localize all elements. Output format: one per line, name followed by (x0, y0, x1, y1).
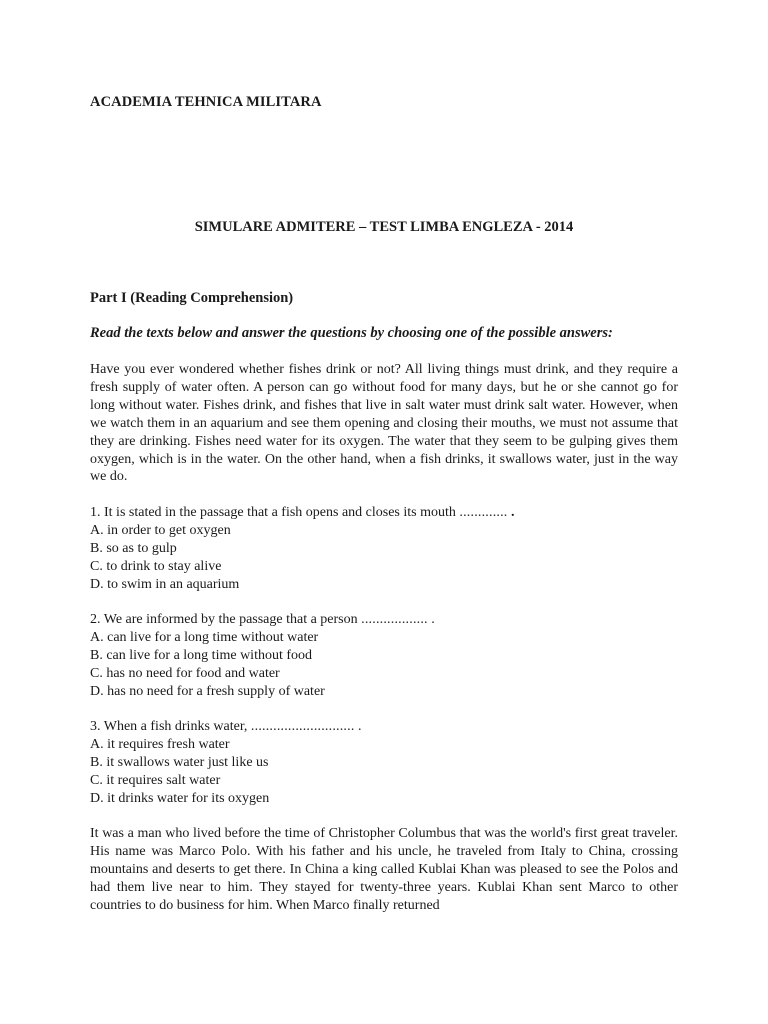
answer-option-a: A. can live for a long time without water (90, 629, 319, 645)
question-1 (90, 504, 690, 594)
question-end-mark: . (358, 719, 362, 734)
question-stem (90, 611, 690, 629)
answer-option-c: C. to drink to stay alive (90, 558, 222, 574)
reading-passage-marco-polo: It was a man who lived before the time of Christopher Columbus that was the world's first great traveler. His name was Marco Polo. With his father and his uncle, he traveled from Italy to China, crossing mountains and deserts to get there. In China a king called Kublai Khan was pleased to see the Polos and had them live near to him. They stayed for twenty-three years. Kublai Khan sent Marco to other countries to do business for him. When Marco finally returned (90, 826, 678, 913)
institution-name: ACADEMIA TEHNICA MILITARA (90, 94, 322, 110)
answer-option-b: B. so as to gulp (90, 540, 177, 556)
test-title: SIMULARE ADMITERE – TEST LIMBA ENGLEZA - 2014 (194, 219, 574, 235)
answer-option-a: A. in order to get oxygen (90, 522, 231, 538)
answer-blank: ............. (459, 505, 508, 520)
answer-blank: ............................ (250, 719, 355, 734)
answer-option-c: C. has no need for food and water (90, 665, 280, 681)
question-3 (90, 718, 690, 808)
answer-option-b: B. can live for a long time without food (90, 647, 313, 663)
part-heading: Part I (Reading Comprehension) (90, 290, 294, 306)
question-text: 1. It is stated in the passage that a fish opens and closes its mouth (90, 505, 456, 520)
reading-passage-fish: Have you ever wondered whether fishes drink or not? All living things must drink, and they require a fresh supply of water often. A person can go without food for many days, but he or she cannot go for long without water. Fishes drink, and fishes that live in salt water must drink salt water. However, when we watch them in an aquarium and see them opening and closing their mouths, we must not assume that they are drinking. Fishes need water for its oxygen. The water that they seem to be gulping gives them oxygen, which is in the water. On the other hand, when a fish drinks, it swallows water, just in the way we do. (90, 362, 678, 485)
question-text: 2. We are informed by the passage that a person (90, 612, 358, 627)
answer-option-b: B. it swallows water just like us (90, 754, 269, 770)
answer-option-d: D. to swim in an aquarium (90, 576, 240, 592)
answer-option-a: A. it requires fresh water (90, 736, 230, 752)
question-stem (90, 504, 690, 522)
answer-option-c: C. it requires salt water (90, 772, 221, 788)
question-2 (90, 611, 690, 701)
answer-blank: .................. (361, 612, 428, 627)
question-end-mark: . (511, 505, 515, 520)
answer-option-d: D. has no need for a fresh supply of water (90, 683, 325, 699)
instructions: Read the texts below and answer the questions by choosing one of the possible answers: (90, 325, 613, 341)
question-end-mark: . (431, 612, 435, 627)
question-stem (90, 718, 690, 736)
answer-option-d: D. it drinks water for its oxygen (90, 790, 270, 806)
question-text: 3. When a fish drinks water, (90, 719, 248, 734)
